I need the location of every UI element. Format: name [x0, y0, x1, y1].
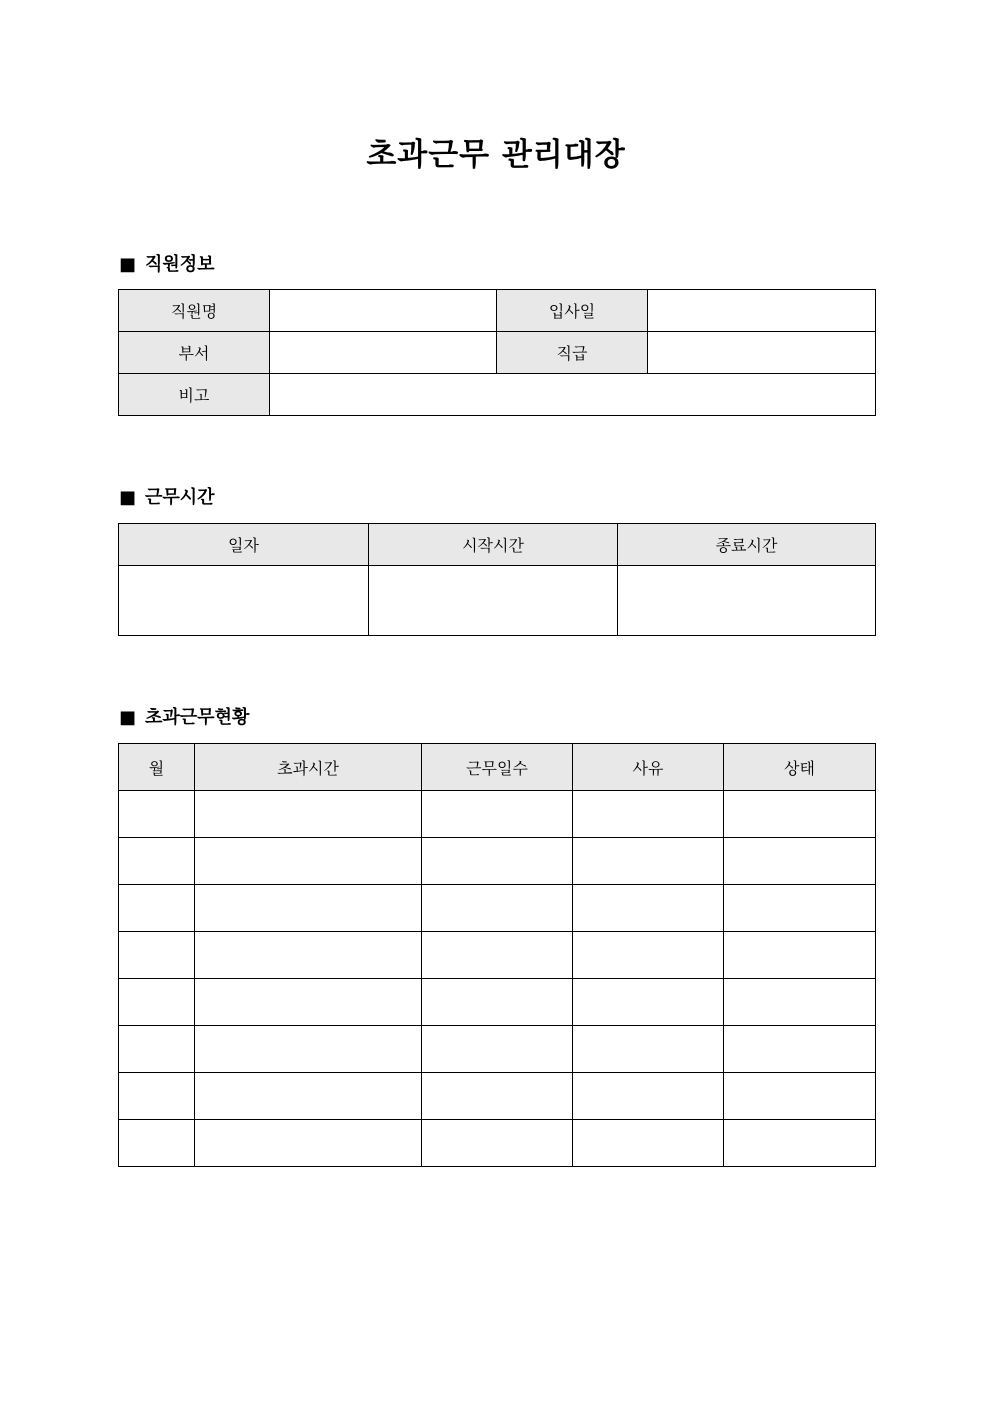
table-row — [119, 932, 876, 979]
overtime-hours-cell[interactable] — [195, 979, 422, 1026]
month-cell[interactable] — [119, 979, 195, 1026]
employee-info-table — [118, 289, 876, 416]
overtime-hours-cell[interactable] — [195, 838, 422, 885]
month-cell[interactable] — [119, 791, 195, 838]
status-cell[interactable] — [724, 885, 876, 932]
overtime-status-heading-text: 초과근무현황 — [145, 707, 250, 728]
department-label: 부서 — [119, 332, 270, 374]
square-bullet-icon: ■ — [119, 707, 137, 728]
start-time-column-header: 시작시간 — [369, 524, 618, 566]
overtime-hours-cell[interactable] — [195, 1120, 422, 1167]
reason-cell[interactable] — [573, 885, 724, 932]
position-field[interactable] — [648, 332, 876, 374]
overtime-hours-cell[interactable] — [195, 1026, 422, 1073]
employee-info-heading-text: 직원정보 — [145, 254, 215, 275]
status-cell[interactable] — [724, 791, 876, 838]
document-title: 초과근무 관리대장 — [366, 137, 626, 173]
work-days-column-header: 근무일수 — [422, 744, 573, 791]
table-row — [119, 838, 876, 885]
employee-info-row — [119, 290, 876, 332]
department-field[interactable] — [270, 332, 497, 374]
reason-cell[interactable] — [573, 838, 724, 885]
month-cell[interactable] — [119, 1026, 195, 1073]
work-days-cell[interactable] — [422, 932, 573, 979]
work-days-cell[interactable] — [422, 979, 573, 1026]
employee-info-row — [119, 332, 876, 374]
overtime-status-heading — [119, 706, 249, 730]
position-label: 직급 — [497, 332, 648, 374]
work-days-cell[interactable] — [422, 838, 573, 885]
overtime-hours-cell[interactable] — [195, 885, 422, 932]
employee-name-label: 직원명 — [119, 290, 270, 332]
reason-column-header: 사유 — [573, 744, 724, 791]
work-hours-table — [118, 523, 876, 636]
date-cell[interactable] — [119, 566, 369, 636]
month-cell[interactable] — [119, 932, 195, 979]
month-cell[interactable] — [119, 1120, 195, 1167]
table-row — [119, 1073, 876, 1120]
work-hours-heading — [119, 486, 215, 510]
reason-cell[interactable] — [573, 1120, 724, 1167]
work-days-cell[interactable] — [422, 1073, 573, 1120]
table-row — [119, 566, 876, 636]
employee-info-row — [119, 374, 876, 416]
month-column-header: 월 — [119, 744, 195, 791]
work-hours-heading-text: 근무시간 — [145, 487, 215, 508]
end-time-cell[interactable] — [618, 566, 876, 636]
month-cell[interactable] — [119, 885, 195, 932]
work-days-cell[interactable] — [422, 1026, 573, 1073]
status-cell[interactable] — [724, 979, 876, 1026]
reason-cell[interactable] — [573, 1073, 724, 1120]
table-row — [119, 1026, 876, 1073]
remarks-label: 비고 — [119, 374, 270, 416]
month-cell[interactable] — [119, 838, 195, 885]
status-cell[interactable] — [724, 838, 876, 885]
status-cell[interactable] — [724, 1120, 876, 1167]
status-column-header: 상태 — [724, 744, 876, 791]
table-row — [119, 791, 876, 838]
end-time-column-header: 종료시간 — [618, 524, 876, 566]
table-row — [119, 979, 876, 1026]
reason-cell[interactable] — [573, 979, 724, 1026]
work-days-cell[interactable] — [422, 1120, 573, 1167]
status-cell[interactable] — [724, 932, 876, 979]
date-column-header: 일자 — [119, 524, 369, 566]
hire-date-field[interactable] — [648, 290, 876, 332]
month-cell[interactable] — [119, 1073, 195, 1120]
table-row — [119, 1120, 876, 1167]
employee-info-heading — [119, 253, 215, 277]
work-days-cell[interactable] — [422, 885, 573, 932]
square-bullet-icon: ■ — [119, 487, 137, 508]
overtime-hours-cell[interactable] — [195, 791, 422, 838]
remarks-field[interactable] — [270, 374, 876, 416]
overtime-status-table — [118, 743, 876, 1167]
overtime-hours-cell[interactable] — [195, 932, 422, 979]
reason-cell[interactable] — [573, 1026, 724, 1073]
square-bullet-icon: ■ — [119, 254, 137, 275]
status-cell[interactable] — [724, 1073, 876, 1120]
reason-cell[interactable] — [573, 791, 724, 838]
overtime-hours-column-header: 초과시간 — [195, 744, 422, 791]
start-time-cell[interactable] — [369, 566, 618, 636]
employee-name-field[interactable] — [270, 290, 497, 332]
table-row — [119, 885, 876, 932]
work-hours-header-row — [119, 524, 876, 566]
work-days-cell[interactable] — [422, 791, 573, 838]
overtime-header-row — [119, 744, 876, 791]
status-cell[interactable] — [724, 1026, 876, 1073]
hire-date-label: 입사일 — [497, 290, 648, 332]
reason-cell[interactable] — [573, 932, 724, 979]
overtime-hours-cell[interactable] — [195, 1073, 422, 1120]
